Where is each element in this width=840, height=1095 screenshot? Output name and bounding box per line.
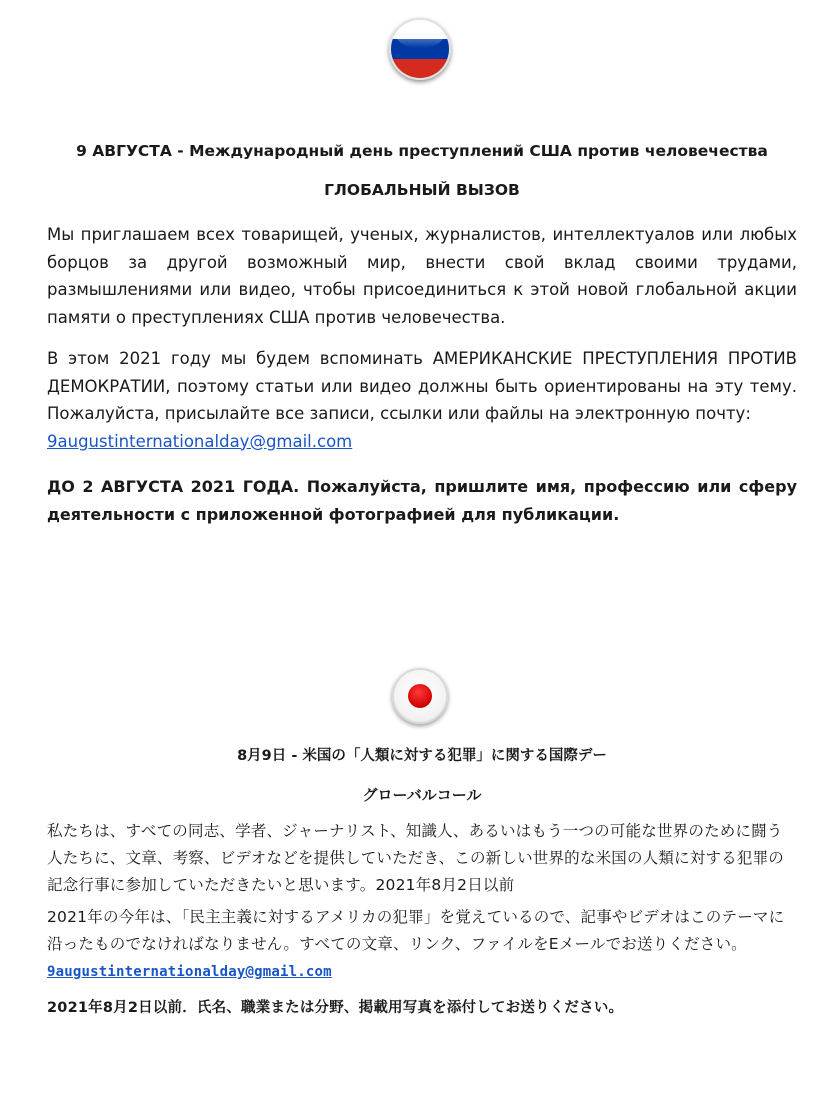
- japanese-title: 8月9日 - 米国の「人類に対する犯罪」に関する国際デー: [237, 748, 607, 764]
- japanese-subtitle-wrap: [47, 784, 797, 805]
- russian-paragraph-2-text: В этом 2021 году мы будем вспоминать АМЕРИКАНСКИЕ ПРЕСТУПЛЕНИЯ ПРОТИВ ДЕМОКРАТИИ, поэтому статьи или видео должны быть ориентированы на эту тему. Пожалуйста, присылайте все записи, ссылки или файлы на электронную почту:: [47, 349, 797, 423]
- russian-paragraph-1-wrap: [47, 221, 797, 331]
- japanese-paragraph-2-wrap: [47, 904, 797, 986]
- russian-paragraph-3: ДО 2 АВГУСТА 2021 ГОДА. Пожалуйста, пришлите имя, профессию или сферу деятельности с приложенной фотографией для публикации.: [47, 477, 797, 524]
- japan-flag-wrapper: [0, 668, 840, 724]
- russia-flag-icon: [389, 18, 451, 80]
- japanese-paragraph-3-wrap: [47, 995, 797, 1022]
- russian-subtitle-wrap: [47, 181, 797, 199]
- japanese-title-wrap: [47, 744, 797, 765]
- russian-email-link[interactable]: 9augustinternationalday@gmail.com: [47, 431, 353, 451]
- russian-subtitle: ГЛОБАЛЬНЫЙ ВЫЗОВ: [324, 181, 520, 199]
- japanese-paragraph-1-wrap: [47, 818, 797, 899]
- russian-paragraph-1: Мы приглашаем всех товарищей, ученых, журналистов, интеллектуалов или любых борцов за другой возможный мир, внести свой вклад своими трудами, размышлениями или видео, чтобы присоединиться к этой новой глобальной акции памяти о преступлениях США против человечества.: [47, 225, 797, 327]
- japanese-paragraph-2-text: 2021年の今年は、「民主主義に対するアメリカの犯罪」を覚えているので、記事やビデオはこのテーマに沿ったものでなければなりません。すべての文章、リンク、ファイルをEメールでお送りください。: [47, 908, 785, 953]
- japanese-paragraph-2: [47, 904, 797, 986]
- russian-paragraph-2: [47, 345, 797, 455]
- russian-section: [47, 142, 797, 160]
- russian-paragraph-2-wrap: [47, 345, 797, 455]
- japanese-subtitle: グローバルコール: [362, 786, 482, 804]
- japanese-email-link[interactable]: 9augustinternationalday@gmail.com: [47, 964, 332, 980]
- japan-sun-icon: [408, 684, 432, 708]
- japanese-paragraph-1: 私たちは、すべての同志、学者、ジャーナリスト、知識人、あるいはもう一つの可能な世界のために闘う人たちに、文章、考察、ビデオなどを提供していただき、この新しい世界的な米国の人類に対する犯罪の記念行事に参加していただきたいと思います。2021年8月2日以前: [47, 822, 784, 894]
- japan-flag-icon: [392, 668, 448, 724]
- russia-flag-wrapper: [0, 18, 840, 80]
- japanese-paragraph-3: 2021年8月2日以前．氏名、職業または分野、掲載用写真を添付してお送りください。: [47, 1000, 624, 1016]
- russian-paragraph-3-wrap: [47, 473, 797, 528]
- russian-title: 9 АВГУСТА - Международный день преступлений США против человечества: [76, 142, 768, 160]
